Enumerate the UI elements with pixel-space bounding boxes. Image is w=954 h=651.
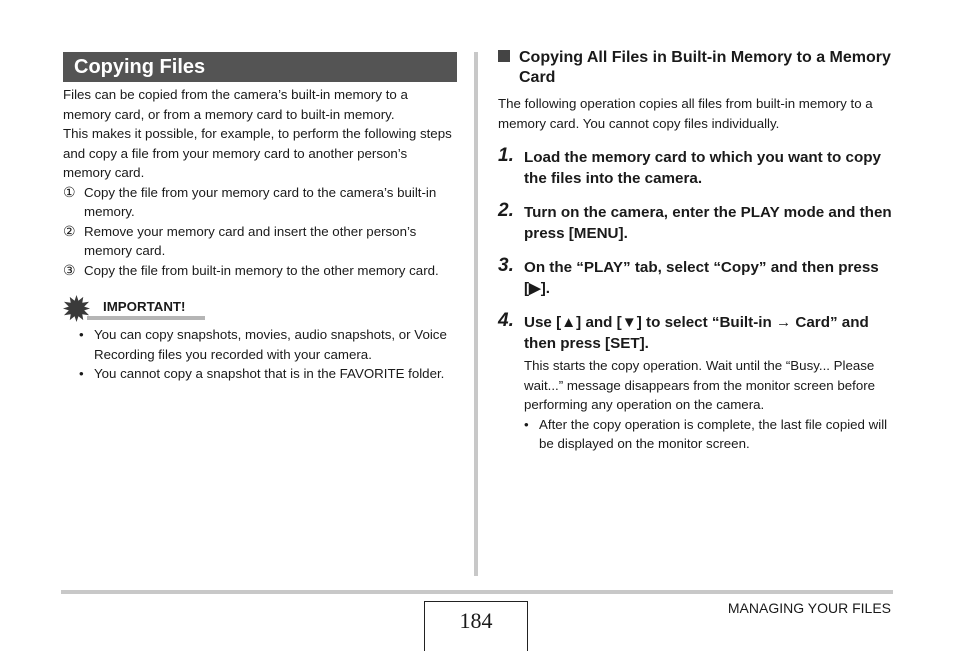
step-note [524, 415, 894, 454]
page-number: 184 [424, 601, 528, 651]
list-item: • You can copy snapshots, movies, audio snapshots, or Voice Recording files you recorded with your camera. [79, 325, 457, 364]
right-column [498, 48, 894, 468]
step-item: 4. Use [▲] and [▼] to select “Built-in → Card” and then press [SET]. This starts the copy operation. Wait until the “Busy... Please wait...” message disappears from the monitor screen before performing any operation on the camera. • After the copy operation is complete, the last file copied will be displayed on the monitor screen. [498, 313, 894, 454]
important-callout [63, 297, 457, 325]
step-item: 3. On the “PLAY” tab, select “Copy” and then press [▶]. [498, 255, 879, 297]
subsection-heading: Copying All Files in Built-in Memory to a Memory Card [498, 48, 894, 88]
intro-paragraph-2: This makes it possible, for example, to perform the following steps and copy a file from your memory card to another person’s memory card. [63, 126, 452, 180]
list-item: ② Remove your memory card and insert the other person’s memory card. [63, 222, 417, 258]
starburst-icon [63, 295, 90, 322]
column-divider [474, 52, 478, 576]
step-item: 2. Turn on the camera, enter the PLAY mode and then press [MENU]. [498, 200, 892, 242]
list-item: ① Copy the file from your memory card to the camera’s built-in memory. [63, 183, 437, 219]
square-bullet-icon [498, 50, 510, 62]
list-item: • You cannot copy a snapshot that is in the FAVORITE folder. [79, 364, 457, 384]
step-description: This starts the copy operation. Wait until the “Busy... Please wait...” message disappears from the monitor screen before performing any operation on the camera. [524, 358, 876, 412]
footer-section-label: MANAGING YOUR FILES [727, 600, 891, 616]
section-title: Copying Files [63, 52, 457, 82]
example-steps-list [63, 183, 457, 281]
step-item: 1. Load the memory card to which you want to copy the files into the camera. [498, 145, 881, 187]
procedure-steps [498, 145, 894, 454]
list-item: • After the copy operation is complete, the last file copied will be displayed on the monitor screen. [524, 415, 894, 454]
list-item: ③ Copy the file from built-in memory to the other memory card. [63, 261, 439, 278]
important-bullets [63, 325, 457, 384]
important-underline [87, 316, 205, 320]
footer-divider [61, 590, 893, 594]
subsection-intro: The following operation copies all files from built-in memory to a memory card. You cannot copy files individually. [498, 96, 873, 131]
left-column [63, 52, 457, 384]
intro-paragraph-1: Files can be copied from the camera’s built-in memory to a memory card, or from a memory card to built-in memory. [63, 87, 408, 122]
important-label: IMPORTANT! [103, 299, 186, 314]
